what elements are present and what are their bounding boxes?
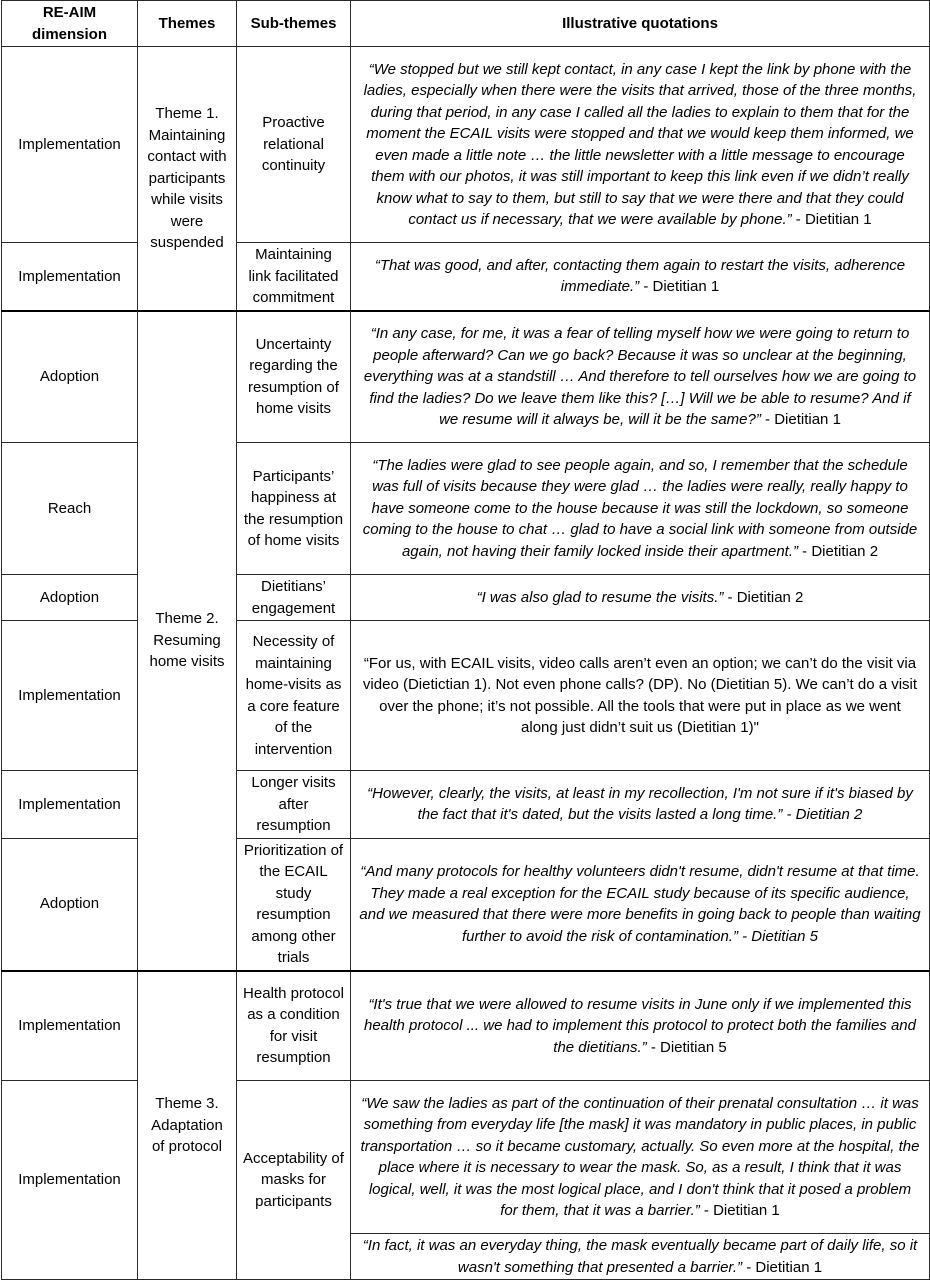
dimension-cell: Implementation (2, 47, 138, 243)
subtheme-cell: Participants’ happiness at the resumption of home visits (237, 443, 351, 575)
subtheme-cell: Uncertainty regarding the resumption of home visits (237, 311, 351, 443)
quotation-cell (351, 575, 930, 621)
dimension-cell: Reach (2, 443, 138, 575)
quote-text: “That was good, and after, contacting them again to restart the visits, adherence immediate.” (374, 256, 906, 296)
quotation-cell (351, 243, 930, 311)
header-row (2, 1, 930, 47)
quote-text: “In fact, it was an everyday thing, the mask eventually became part of daily life, so it wasn't something that presented a barrier.” (362, 1237, 918, 1276)
speaker-text: - Dietitian 2 (798, 542, 879, 560)
speaker-text: - Dietitian 1 (742, 1258, 823, 1276)
header-subthemes: Sub-themes (237, 1, 351, 47)
quotation-cell (351, 771, 930, 839)
header-dimension: RE-AIM dimension (2, 1, 138, 47)
theme-cell: Theme 2. Resuming home visits (138, 311, 237, 971)
quote-text: “We stopped but we still kept contact, in any case I kept the link by phone with the ladies, especially when there were the visits that arrived, those of the three months, during that period, in any case I called all the ladies to explain to them that for the moment the ECAIL visits were stopped and that we would keep them informed, we even made a little note … the little newsletter with a little message to encourage them with our photos, it was still important to keep this link even if we didn’t really know what to say to them, but still to say that we were there and that they could contact us if necessary, that we were available by phone.” (363, 60, 917, 228)
quote-text: “And many protocols for healthy volunteers didn't resume, didn't resume at that time. They made a real exception for the ECAIL study because of its specific audience, and we measured that there were more benefits in going back to people than waiting further to avoid the risk of contamination.” (359, 863, 921, 945)
dimension-cell: Implementation (2, 243, 138, 311)
quote-text: “For us, with ECAIL visits, video calls aren’t even an option; we can’t do the visit via video (Dietictian 1). Not even phone calls? (DP). No (Dietitian 5). We can’t do a visit over the phone; it’s not possible. All the tools that were put in place as we went along just didn’t suit us (Dietitian 1)" (362, 654, 918, 736)
subtheme-cell: Maintaining link facilitated commitment (237, 243, 351, 311)
dimension-cell: Implementation (2, 621, 138, 771)
quotation-cell (351, 838, 930, 971)
table-row (2, 311, 930, 443)
quote-text: “The ladies were glad to see people again, and so, I remember that the schedule was full of visits because they were glad … the ladies were really, really happy to have someone come to the house because it was still the lockdown, so someone coming to the house to chat … glad to have a social link with someone from outside again, not having their family locked inside their apartment.” (362, 456, 918, 560)
dimension-cell: Implementation (2, 1081, 138, 1280)
quotation-cell (351, 1234, 930, 1280)
subtheme-cell: Dietitians’ engagement (237, 575, 351, 621)
theme-cell: Theme 1. Maintaining contact with participants while visits were suspended (138, 47, 237, 311)
theme-cell: Theme 3. Adaptation of protocol (138, 971, 237, 1280)
dimension-cell: Adoption (2, 838, 138, 971)
quotation-cell (351, 311, 930, 443)
quotation-cell (351, 1081, 930, 1234)
subtheme-cell: Acceptability of masks for participants (237, 1081, 351, 1280)
quotation-cell (351, 971, 930, 1081)
subtheme-cell: Necessity of maintaining home-visits as a core feature of the intervention (237, 621, 351, 771)
speaker-text: - Dietitian 1 (791, 211, 872, 228)
quotation-cell (351, 621, 930, 771)
speaker-text: - Dietitian 1 (760, 411, 841, 428)
quotation-cell (351, 47, 930, 243)
speaker-text: - Dietitian 5 (646, 1038, 727, 1056)
quote-text: “However, clearly, the visits, at least in my recollection, I'm not sure if it's biased by the fact that it's dated, but the visits lasted a long time.” (367, 784, 913, 824)
table-row (2, 971, 930, 1081)
header-themes: Themes (138, 1, 237, 47)
subtheme-cell: Health protocol as a condition for visit resumption (237, 971, 351, 1081)
re-aim-table (1, 0, 930, 1280)
dimension-cell: Adoption (2, 311, 138, 443)
speaker-text: - Dietitian 1 (699, 1202, 780, 1219)
quote-text: “In any case, for me, it was a fear of telling myself how we were going to return to people afterward? Can we go back? Because it was so unclear at the beginning, everything was at a standstill … And therefore to tell ourselves how we are going to find the ladies? Do we leave them like this? […] Will we be able to resume? And if we resume will it always be, will it be the same?” (363, 325, 917, 428)
header-quotations: Illustrative quotations (351, 1, 930, 47)
subtheme-cell: Longer visits after resumption (237, 771, 351, 839)
dimension-cell: Adoption (2, 575, 138, 621)
speaker-text: - Dietitian 1 (639, 278, 720, 296)
dimension-cell: Implementation (2, 971, 138, 1081)
speaker-text: - Dietitian 2 (782, 806, 863, 824)
speaker-text: - Dietitian 5 (737, 927, 819, 945)
dimension-cell: Implementation (2, 771, 138, 839)
speaker-text: - Dietitian 2 (723, 588, 804, 606)
quotation-cell (351, 443, 930, 575)
subtheme-cell: Proactive relational continuity (237, 47, 351, 243)
table-row (2, 47, 930, 243)
quote-text: “I was also glad to resume the visits.” (476, 588, 724, 606)
quote-text: “It's true that we were allowed to resume visits in June only if we implemented this health protocol ... we had to implement this protocol to protect both the families and the dietitians.” (364, 995, 916, 1056)
quote-text: “We saw the ladies as part of the continuation of their prenatal consultation … it was something from everyday life [the mask] it was mandatory in public places, in public transportation … so it became customary, actually. So even more at the hospital, the place where it is necessary to wear the mask. So, as a result, I think that it was logical, well, it was the most logical place, and I don't think that it posed a problem for them, that it was a barrier.” (360, 1094, 920, 1219)
subtheme-cell: Prioritization of the ECAIL study resumption among other trials (237, 838, 351, 971)
